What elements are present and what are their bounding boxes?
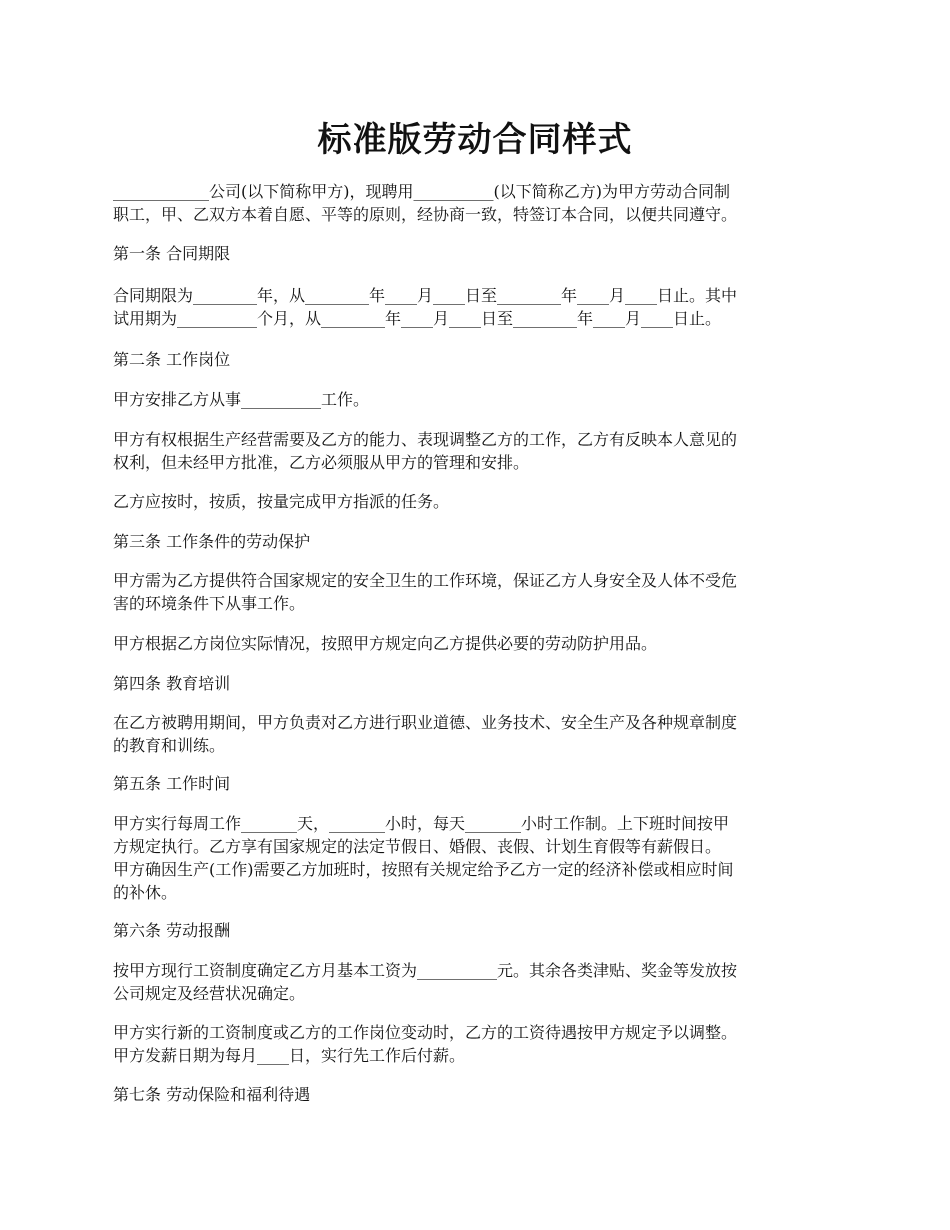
training-paragraph: 在乙方被聘用期间，甲方负责对乙方进行职业道德、业务技术、安全生产及各种规章制度 的教育和训练。 [113,713,738,755]
work-environment-paragraph: 甲方需为乙方提供符合国家规定的安全卫生的工作环境，保证乙方人身安全及人体不受危 害的环境条件下从事工作。 [113,571,738,613]
article-5-heading: 第五条 工作时间 [113,774,231,793]
article-6-heading: 第六条 劳动报酬 [113,921,231,940]
protective-equipment-paragraph: 甲方根据乙方岗位实际情况，按照甲方规定向乙方提供必要的劳动防护用品。 [113,634,658,653]
preamble-paragraph: ____________公司(以下简称甲方)，现聘用__________(以下简称乙方)为甲方劳动合同制 职工，甲、乙双方本着自愿、平等的原则，经协商一致，特签订本合同，以便共同遵守。 [113,182,738,224]
article-7-heading: 第七条 劳动保险和福利待遇 [113,1085,311,1104]
article-3-heading: 第三条 工作条件的劳动保护 [113,532,311,551]
task-completion-paragraph: 乙方应按时，按质，按量完成甲方指派的任务。 [113,492,450,511]
job-assignment-paragraph: 甲方安排乙方从事__________工作。 [113,390,370,409]
article-1-heading: 第一条 合同期限 [113,244,231,263]
salary-adjustment-paragraph: 甲方实行新的工资制度或乙方的工作岗位变动时，乙方的工资待遇按甲方规定予以调整。 甲方发薪日期为每月____日，实行先工作后付薪。 [113,1023,738,1065]
article-2-heading: 第二条 工作岗位 [113,350,231,369]
base-salary-paragraph: 按甲方现行工资制度确定乙方月基本工资为__________元。其余各类津贴、奖金等发放按 公司规定及经营状况确定。 [113,961,738,1003]
document-title: 标准版劳动合同样式 [317,120,633,160]
contract-term-paragraph: 合同期限为________年，从________年____月____日至________年____月____日止。其中 试用期为__________个月，从________年____月____日至________年____月____日止。 [113,286,738,328]
job-adjustment-paragraph: 甲方有权根据生产经营需要及乙方的能力、表现调整乙方的工作，乙方有反映本人意见的 权利，但未经甲方批准，乙方必须服从甲方的管理和安排。 [113,430,738,472]
article-4-heading: 第四条 教育培训 [113,674,231,693]
working-hours-paragraph: 甲方实行每周工作_______天，_______小时，每天_______小时工作制。上下班时间按甲 方规定执行。乙方享有国家规定的法定节假日、婚假、丧假、计划生育假等有薪假日。 甲方确因生产(工作)需要乙方加班时，按照有关规定给予乙方一定的经济补偿或相应时间 的补休。 [113,814,734,902]
